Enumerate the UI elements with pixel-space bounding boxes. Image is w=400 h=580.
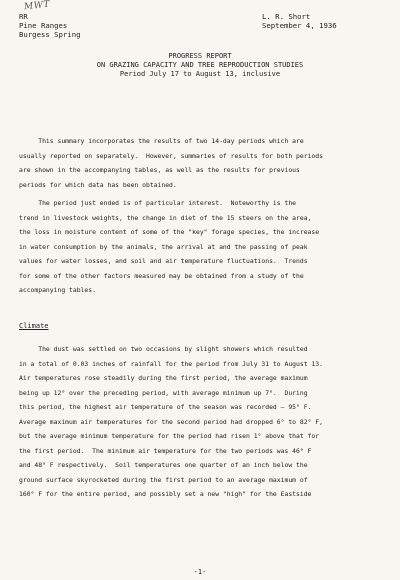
text-line: usually reported on separately. However, summaries of results for both periods bbox=[19, 151, 323, 160]
text-line: Air temperatures rose steadily during the first period, the average maximum bbox=[19, 374, 308, 382]
text-line: for some of the other factors measured may be obtained from a study of the bbox=[19, 271, 304, 280]
text-line: in a total of 0.03 inches of rainfall for the period from July 31 to August 13. bbox=[19, 359, 323, 368]
text-line: this period, the highest air temperature of the season was recorded — 95° F. bbox=[19, 403, 312, 411]
text-line: values for water losses, and soil and air temperature fluctuations. Trends bbox=[19, 257, 308, 265]
text-line: but the average minimum temperature for the period had risen 1° above that for bbox=[19, 432, 320, 440]
title-line: PROGRESS REPORT bbox=[168, 52, 232, 60]
paragraph-period-interest bbox=[19, 196, 389, 298]
paragraph-climate bbox=[19, 342, 389, 502]
page-number: -1- bbox=[193, 568, 207, 576]
text-line: periods for which data has been obtained. bbox=[19, 180, 177, 189]
header-left-line: Burgess Spring bbox=[19, 30, 81, 39]
header-left-line: Pine Ranges bbox=[19, 21, 68, 30]
text-line: are shown in the accompanying tables, as well as the results for previous bbox=[19, 166, 300, 174]
text-line: trend in livestock weights, the change in diet of the 15 steers on the area, bbox=[19, 213, 312, 222]
text-line: This summary incorporates the results of two 14-day periods which are bbox=[19, 137, 304, 145]
header-left bbox=[19, 12, 81, 39]
text-line: being up 12° over the preceding period, with average minimum up 7°. During bbox=[19, 388, 308, 397]
handwritten-initials: MWT bbox=[23, 0, 51, 13]
header-right bbox=[262, 12, 337, 30]
author-name: L. R. Short bbox=[262, 12, 311, 21]
text-line: in water consumption by the animals, the arrival at and the passing of peak bbox=[19, 242, 308, 251]
text-line: 160° F for the entire period, and possibly set a new "high" for the Eastside bbox=[19, 490, 312, 498]
title-line: Period July 17 to August 13, inclusive bbox=[119, 70, 281, 78]
text-line: the loss in moisture content of some of the "key" forage species, the increase bbox=[19, 228, 320, 236]
paragraph-summary bbox=[19, 134, 389, 192]
header-left-line: RR bbox=[19, 12, 28, 21]
text-line: ground surface skyrocketed during the first period to an average maximum of bbox=[19, 475, 308, 484]
text-line: The dust was settled on two occasions by slight showers which resulted bbox=[19, 345, 308, 353]
text-line: the first period. The minimum air temperature for the two periods was 46° F bbox=[19, 446, 312, 455]
text-line: Average maximum air temperatures for the second period had dropped 6° to 82° F, bbox=[19, 417, 323, 426]
report-date: September 4, 1936 bbox=[262, 21, 337, 30]
title-line: ON GRAZING CAPACITY AND TREE REPRODUCTION STUDIES bbox=[96, 61, 304, 69]
text-line: and 48° F respectively. Soil temperatures one quarter of an inch below the bbox=[19, 461, 308, 469]
section-heading-climate: Climate bbox=[19, 322, 49, 330]
text-line: accompanying tables. bbox=[19, 286, 96, 294]
text-line: The period just ended is of particular interest. Noteworthy is the bbox=[19, 199, 297, 207]
report-title bbox=[0, 52, 400, 79]
